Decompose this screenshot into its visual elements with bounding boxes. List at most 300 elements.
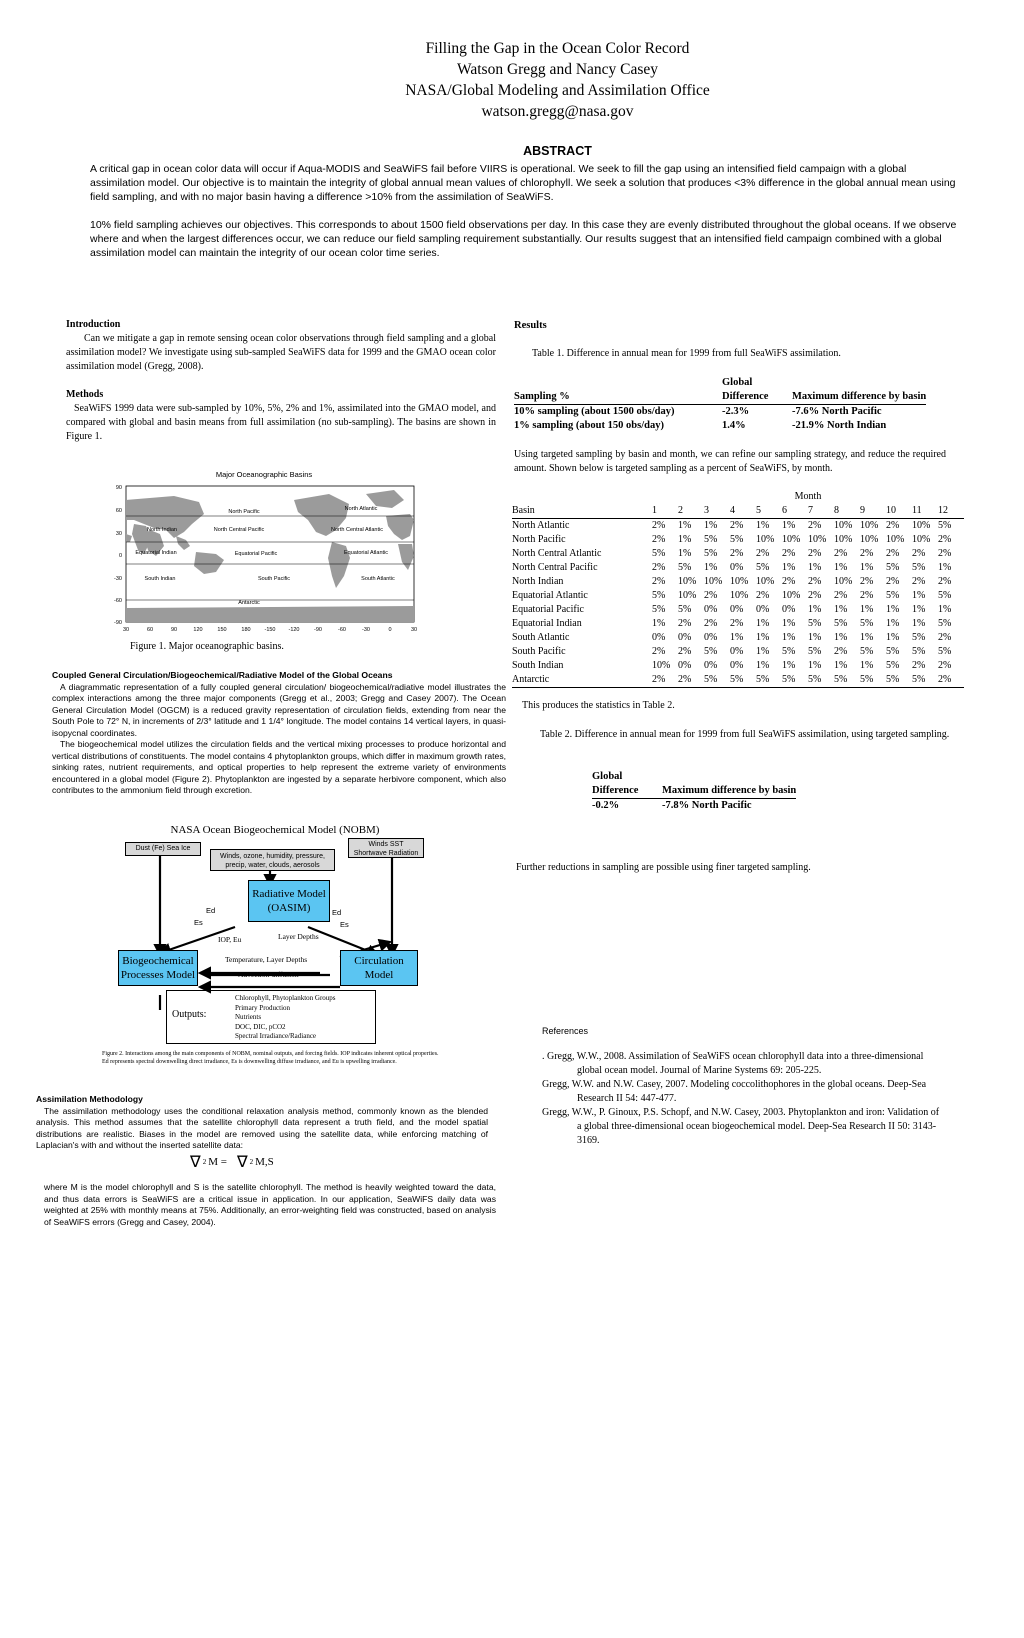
table-cell: 10% <box>912 520 931 531</box>
basin-name: Equatorial Indian <box>512 618 582 629</box>
eq-right: M,S <box>255 1156 274 1168</box>
table-cell: 1% <box>886 618 900 629</box>
results-heading: Results <box>514 320 547 331</box>
x-tick: -150 <box>264 627 276 633</box>
table-cell: 1% <box>938 604 952 615</box>
basin-name: North Indian <box>512 576 564 587</box>
table-row <box>512 673 964 688</box>
table-cell: 1% <box>704 562 718 573</box>
table-cell: 1% <box>782 618 796 629</box>
table-cell: 1% <box>912 590 926 601</box>
targeted-sampling-text: Using targeted sampling by basin and month, we can refine our sampling strategy, and reduce the required amount. Shown below is targeted sampling as a percent of SeaWiFS, by month. <box>514 449 946 474</box>
table-cell: 2% <box>730 548 744 559</box>
reference-item: Gregg, W.W., P. Ginoux, P.S. Schopf, and N.W. Casey, 2003. Phytoplankton and iron: Validation of a global three-dimensional ocean biogeochemical model. Deep-Sea Research II 50: 3143-3169. <box>542 1107 940 1146</box>
table-row <box>512 603 964 617</box>
table-cell: 2% <box>938 576 952 587</box>
month-header: 2 <box>678 504 704 519</box>
stats-text: This produces the statistics in Table 2. <box>522 700 675 711</box>
table-row <box>512 533 964 547</box>
label-south-pacific: South Pacific <box>257 576 291 582</box>
label-north-pacific: North Pacific <box>228 509 260 515</box>
abstract-paragraph-1: A critical gap in ocean color data will occur if Aqua-MODIS and SeaWiFS fail before VIIRS is operational. We seek to fill the gap using an intensified field campaign with a global assimilation model. Our objective is to maintain the integrity of global annual mean values of chlorophyll. We seek a solution that produces <3% difference in the global annual mean using field sampling, and with no major basin having a difference >10% from the assimilation of SeaWiFS. <box>90 163 956 203</box>
table-cell: 1% <box>834 604 848 615</box>
table-cell: -7.6% North Pacific <box>792 406 882 417</box>
y-tick: 30 <box>115 531 122 537</box>
table-cell: 1.4% <box>722 420 746 431</box>
map-x-ticks <box>123 627 417 633</box>
shortwave-label: Shortwave Radiation <box>353 850 419 857</box>
table-cell: 2% <box>808 548 822 559</box>
basin-name: North Atlantic <box>512 520 570 531</box>
winds-sst-label: Winds SST <box>368 841 404 848</box>
table-cell: 1% <box>860 632 874 643</box>
table-cell: 5% <box>912 673 938 688</box>
table-cell: 2% <box>912 660 926 671</box>
table-3-targeted-sampling <box>512 490 964 688</box>
laplacian-equation: ∇ 2 M = ∇ 2 M,S <box>190 1154 274 1171</box>
table-cell: 1% <box>912 604 926 615</box>
x-tick: 60 <box>146 627 154 633</box>
x-tick: -30 <box>362 627 370 633</box>
table-2-caption: Table 2. Difference in annual mean for 1999 from full SeaWiFS assimilation, using targeted sampling. <box>540 729 950 740</box>
table-cell: 1% <box>782 632 796 643</box>
poster-title: Filling the Gap in the Ocean Color Record <box>425 40 690 57</box>
further-text: Further reductions in sampling are possible using finer targeted sampling. <box>516 862 811 873</box>
table-cell: 0% <box>678 632 692 643</box>
table-cell: 1% <box>678 548 692 559</box>
x-tick: -90 <box>314 627 322 633</box>
table-cell: 2% <box>704 618 718 629</box>
table-cell: 0% <box>704 604 718 615</box>
month-header: 1 <box>652 504 678 519</box>
table-cell: 1% <box>730 632 744 643</box>
label-equatorial-atlantic: Equatorial Atlantic <box>343 550 389 556</box>
table-1-header-global: Global Difference <box>722 376 792 405</box>
table-cell: 2% <box>938 548 952 559</box>
table-cell: 5% <box>808 618 822 629</box>
month-header: 3 <box>704 504 730 519</box>
table-1-header-sampling: Sampling % <box>514 376 722 405</box>
forcing-box: Winds, ozone, humidity, pressure, precip, water, clouds, aerosols <box>210 849 335 871</box>
table-2-header-global: Global Difference <box>592 770 662 799</box>
table-cell: 2% <box>678 673 704 688</box>
reference-item: . Gregg, W.W., 2008. Assimilation of SeaWiFS ocean chlorophyll data into a three-dimensional global ocean model. Journal of Marine Systems 69: 205-225. <box>542 1051 924 1076</box>
output-item: DOC, DIC, pCO2 <box>235 1022 286 1031</box>
table-row <box>512 519 964 534</box>
table-cell: 1% <box>860 660 874 671</box>
table-cell: 2% <box>652 562 666 573</box>
map-title: Major Oceanographic Basins <box>215 470 313 479</box>
x-tick: 0 <box>388 627 392 633</box>
table-cell: 2% <box>860 576 874 587</box>
intro-heading: Introduction <box>66 319 121 330</box>
table-cell: 5% <box>808 646 822 657</box>
table-cell: 1% <box>808 604 822 615</box>
table-cell: 0% <box>678 660 692 671</box>
label-south-atlantic: South Atlantic <box>361 576 395 582</box>
coupled-paragraph-1: A diagrammatic representation of a fully coupled general circulation/ biogeochemical/radiative model illustrates the complex interactions among the three major components (Gregg et al., 2003; Gregg and Casey 2007). The Ocean General Circulation Model (OGCM) is a reduced gravity representation of circulation fields, extending from near the South Pole to 72° N, in increments of 2/3° latitude and 1 1/4° longitude. The model contains 14 vertical layers, in quasi-isopycnal coordinates. <box>52 681 506 738</box>
table-cell: 10% sampling (about 1500 obs/day) <box>514 406 675 417</box>
table-cell: 2% <box>730 618 744 629</box>
table-cell: 10% <box>756 576 775 587</box>
basin-name: North Pacific <box>512 534 566 545</box>
table-cell: 2% <box>912 576 926 587</box>
table-cell: 5% <box>886 660 900 671</box>
basin-name: South Atlantic <box>512 632 570 643</box>
table-cell: 5% <box>756 562 770 573</box>
table-cell: 5% <box>704 548 718 559</box>
table-cell: 5% <box>834 673 860 688</box>
table-cell: 5% <box>912 632 926 643</box>
table-cell: 0% <box>730 660 744 671</box>
table-cell: 10% <box>704 576 723 587</box>
table-cell: 2% <box>652 534 666 545</box>
table-row <box>512 631 964 645</box>
table-cell: 2% <box>938 673 964 688</box>
basin-name: South Pacific <box>512 646 566 657</box>
label-equatorial-pacific: Equatorial Pacific <box>234 551 278 557</box>
table-cell: 1% <box>886 632 900 643</box>
label-antarctic: Antarctic <box>238 600 260 606</box>
coupled-paragraph-2: The biogeochemical model utilizes the circulation fields and the vertical mixing processes to produce horizontal and vertical distributions of constituents. The model contains 4 phytoplankton groups, which differ in maximum growth rates, sinking rates, nutrient requirements, and optical properties to help represent the extreme variety of environments encountered in a global model (Figure 2). Phytoplankton are ingested by a separate herbivore component, which also contributes to the ammonium field through excretion. <box>52 739 506 795</box>
table-cell: 10% <box>678 590 697 601</box>
table-cell: 1% <box>652 618 666 629</box>
table-cell: -0.2% <box>592 800 620 811</box>
table-cell: 2% <box>652 520 666 531</box>
month-header: 7 <box>808 504 834 519</box>
table-cell: 2% <box>938 534 952 545</box>
table-row <box>514 419 926 433</box>
table-cell: 0% <box>782 604 796 615</box>
basin-label: Basin <box>512 504 652 519</box>
methods-section <box>66 388 496 444</box>
table-cell: 2% <box>912 548 926 559</box>
table-cell: 1% sampling (about 150 obs/day) <box>514 420 664 431</box>
table-cell: -7.8% North Pacific <box>662 800 752 811</box>
table-cell: 1% <box>834 632 848 643</box>
table-cell: 2% <box>860 548 874 559</box>
table-2 <box>592 770 796 813</box>
month-header: 12 <box>938 504 964 519</box>
table-cell: 2% <box>834 646 848 657</box>
assimilation-heading: Assimilation Methodology <box>36 1094 143 1104</box>
poster-affiliation: NASA/Global Modeling and Assimilation Office <box>405 82 710 99</box>
month-header: 6 <box>782 504 808 519</box>
table-cell: 10% <box>782 590 801 601</box>
advection-label: Advection-diffusion <box>238 970 299 979</box>
table-cell: 5% <box>938 590 952 601</box>
x-tick: 180 <box>241 627 251 633</box>
dust-seaice-box: Dust (Fe) Sea Ice <box>125 842 201 856</box>
table-row <box>512 589 964 603</box>
table-cell: 2% <box>886 576 900 587</box>
table-cell: 2% <box>834 590 848 601</box>
table-1-header-max: Maximum difference by basin <box>792 376 926 405</box>
table-cell: 5% <box>860 646 874 657</box>
table-cell: 5% <box>730 534 744 545</box>
table-cell: 1% <box>678 520 692 531</box>
winds-sst-box <box>348 838 424 858</box>
figure-2-caption: Figure 2. Interactions among the main components of NOBM, nominal outputs, and forcing fields. IOP indicates inherent optical properties. Ed represents spectral downwelling direct irradiance, Es is downwelling diffuse irradiance, and Eu is upwelling irradiance. <box>102 1051 439 1065</box>
intro-section <box>66 318 496 374</box>
abstract-heading: ABSTRACT <box>523 144 592 158</box>
output-item: Spectral Irradiance/Radiance <box>235 1032 317 1040</box>
x-tick: -120 <box>288 627 300 633</box>
month-header: 10 <box>886 504 912 519</box>
table-cell: 10% <box>860 534 879 545</box>
table-cell: 2% <box>678 646 692 657</box>
table-cell: 0% <box>730 562 744 573</box>
table-cell: 1% <box>704 520 718 531</box>
table-row <box>512 547 964 561</box>
table-cell: 5% <box>938 646 952 657</box>
poster-email: watson.gregg@nasa.gov <box>481 103 634 120</box>
x-tick: 120 <box>193 627 203 633</box>
table-cell: 2% <box>782 576 796 587</box>
table-cell: 2% <box>808 520 822 531</box>
table-cell: 2% <box>886 548 900 559</box>
y-tick: -90 <box>114 620 122 626</box>
output-item: Nutrients <box>235 1013 262 1021</box>
table-cell: 10% <box>834 576 853 587</box>
table-1 <box>514 376 926 433</box>
table-cell: 0% <box>704 632 718 643</box>
coupled-section <box>52 670 506 797</box>
table-cell: 1% <box>782 562 796 573</box>
biogeochemical-model-box: Biogeochemical Processes Model <box>118 950 198 986</box>
abstract-paragraph-2: 10% field sampling achieves our objectives. This corresponds to about 1500 field observations per day. In this case they are evenly distributed throughout the global oceans. If we observe where and when the largest differences occur, we can reduce our field sampling requirement substantially. Our results suggest that an intensified field campaign combined with a global assimilation model can maintain the integrity of our ocean color time series. <box>90 219 957 259</box>
table-cell: 1% <box>782 660 796 671</box>
table-cell: 0% <box>730 646 744 657</box>
table-cell: 2% <box>652 673 678 688</box>
table-2-header-max: Maximum difference by basin <box>662 770 796 799</box>
table-cell: 10% <box>652 660 671 671</box>
table-cell: 5% <box>912 646 926 657</box>
table-cell: 2% <box>782 548 796 559</box>
table-cell: 1% <box>756 646 770 657</box>
temperature-label: Temperature, Layer Depths <box>225 955 308 964</box>
methods-heading: Methods <box>66 389 104 400</box>
basin-name: North Central Pacific <box>512 562 598 573</box>
month-header: 9 <box>860 504 886 519</box>
table-cell: 1% <box>860 562 874 573</box>
reference-item: Gregg, W.W. and N.W. Casey, 2007. Modeling coccolithophores in the global oceans. Deep-Sea Research II 54: 447-477. <box>542 1079 927 1104</box>
month-header: 5 <box>756 504 782 519</box>
outputs-box <box>166 990 376 1044</box>
table-cell: 1% <box>912 618 926 629</box>
label-equatorial-indian: Equatorial Indian <box>135 550 177 556</box>
month-header: 4 <box>730 504 756 519</box>
table-cell: 5% <box>886 590 900 601</box>
table-cell: 5% <box>704 646 718 657</box>
table-cell: 1% <box>756 660 770 671</box>
table-cell: 1% <box>678 534 692 545</box>
coupled-heading: Coupled General Circulation/Biogeochemical/Radiative Model of the Global Oceans <box>52 670 393 680</box>
table-cell: 5% <box>860 618 874 629</box>
table-cell: 5% <box>782 646 796 657</box>
table-cell: 0% <box>756 604 770 615</box>
table-cell: 2% <box>834 548 848 559</box>
layer-depths-label: Layer Depths <box>278 932 319 941</box>
table-cell: 2% <box>652 646 666 657</box>
table-cell: 2% <box>756 548 770 559</box>
es-right-label: Es <box>340 920 349 929</box>
circulation-model-box: Circulation Model <box>340 950 418 986</box>
assimilation-paragraph-1: The assimilation methodology uses the conditional relaxation analysis method, commonly known as the blended analysis. This method assumes that the satellite chlorophyll data represent a truth field, and the model spatial distributions are realistic. Biases in the model are removed using the satellite data, while enforcing matching of Laplacian's with and without the inserted satellite data: <box>36 1105 488 1150</box>
output-item: Primary Production <box>235 1003 291 1012</box>
iop-label: IOP, Eu <box>218 935 242 944</box>
basin-name: Equatorial Pacific <box>512 604 584 615</box>
references-list <box>542 1050 940 1148</box>
table-cell: 1% <box>834 562 848 573</box>
y-tick: -60 <box>114 598 122 604</box>
table-cell: 10% <box>756 534 775 545</box>
table-cell: 5% <box>938 618 952 629</box>
table-cell: 5% <box>652 590 666 601</box>
table-row <box>592 799 796 814</box>
x-tick: 30 <box>410 627 418 633</box>
table-row <box>512 617 964 631</box>
table-cell: 5% <box>704 673 730 688</box>
table-row <box>512 575 964 589</box>
table-cell: 1% <box>782 520 796 531</box>
table-cell: 1% <box>808 632 822 643</box>
month-header: 11 <box>912 504 938 519</box>
table-cell: 10% <box>808 534 827 545</box>
figure-2-title: NASA Ocean Biogeochemical Model (NOBM) <box>170 824 380 836</box>
table-cell: 2% <box>730 520 744 531</box>
eq-left: M = <box>208 1156 227 1168</box>
ed-right-label: Ed <box>332 908 342 917</box>
assimilation-paragraph-2: where M is the model chlorophyll and S is the satellite chlorophyll. The method is heavily weighted toward the data, and thus data errors is SeaWiFS are a critical issue in application. In our application, SeaWiFS daily data was weighted at 25% with monthly means at 75%. Additionally, an error-weighting field was constructed, based on analysis of SeaWiFS errors (Gregg and Casey, 2004). <box>44 1182 496 1227</box>
table-cell: 5% <box>652 604 666 615</box>
outputs-label: Outputs: <box>172 1009 207 1020</box>
table-cell: 5% <box>782 673 808 688</box>
table-cell: 0% <box>730 604 744 615</box>
table-row <box>512 561 964 575</box>
table-cell: 1% <box>756 618 770 629</box>
radiative-model-box: Radiative Model (OASIM) <box>248 880 330 922</box>
table-cell: 10% <box>730 590 749 601</box>
table-cell: 5% <box>886 562 900 573</box>
map-y-ticks <box>114 485 122 626</box>
y-tick: 60 <box>115 508 122 514</box>
table-cell: 5% <box>652 548 666 559</box>
basin-name: Equatorial Atlantic <box>512 590 588 601</box>
table-cell: 5% <box>860 673 886 688</box>
table-cell: 10% <box>678 576 697 587</box>
table-cell: 5% <box>678 562 692 573</box>
table-cell: 5% <box>678 604 692 615</box>
table-cell: 2% <box>678 618 692 629</box>
x-tick: 30 <box>122 627 130 633</box>
table-cell: 5% <box>938 520 952 531</box>
es-left-label: Es <box>194 918 203 927</box>
output-item: Chlorophyll, Phytoplankton Groups <box>235 994 336 1002</box>
table-cell: 1% <box>808 562 822 573</box>
outputs-list <box>235 994 336 1042</box>
x-tick: 90 <box>170 627 178 633</box>
table-cell: 5% <box>834 618 848 629</box>
table-cell: 5% <box>808 673 834 688</box>
table-1-caption: Table 1. Difference in annual mean for 1999 from full SeaWiFS assimilation. <box>532 348 841 359</box>
table-cell: 2% <box>704 590 718 601</box>
basin-name: South Indian <box>512 660 564 671</box>
table-cell: 5% <box>756 673 782 688</box>
table-cell: 1% <box>860 604 874 615</box>
methods-text: SeaWiFS 1999 data were sub-sampled by 10%, 5%, 2% and 1%, assimilated into the GMAO model, and compared with global and basin means from full assimilation (no sub-sampling). The basins are shown in Figure 1. <box>66 403 496 442</box>
month-label: Month <box>794 491 822 502</box>
table-cell: 2% <box>756 590 770 601</box>
table-cell: 10% <box>912 534 931 545</box>
ed-left-label: Ed <box>206 906 216 915</box>
table-cell: 2% <box>938 660 952 671</box>
table-cell: 10% <box>886 534 905 545</box>
figure-1-basin-map <box>104 470 424 655</box>
intro-text: Can we mitigate a gap in remote sensing ocean color observations through field sampling and a global assimilation model? We investigate using sub-sampled SeaWiFS data for 1999 and the GMAO ocean color assimilation model (Gregg, 2008). <box>66 333 496 372</box>
table-cell: 10% <box>782 534 801 545</box>
table-cell: 2% <box>938 632 952 643</box>
label-north-atlantic: North Atlantic <box>344 506 378 512</box>
table-cell: 5% <box>886 646 900 657</box>
map-svg <box>104 480 424 650</box>
y-tick: 0 <box>118 553 122 559</box>
table-cell: 5% <box>912 562 926 573</box>
table-cell: -2.3% <box>722 406 750 417</box>
table-cell: 10% <box>730 576 749 587</box>
table-cell: 1% <box>938 562 952 573</box>
table-cell: 1% <box>756 632 770 643</box>
table-cell: 10% <box>834 520 853 531</box>
label-north-central-pacific: North Central Pacific <box>213 527 265 533</box>
table-cell: -21.9% North Indian <box>792 420 887 431</box>
nabla-icon: ∇ <box>236 1154 248 1171</box>
table-cell: 5% <box>886 673 912 688</box>
table-cell: 1% <box>834 660 848 671</box>
table-cell: 1% <box>886 604 900 615</box>
table-row <box>512 645 964 659</box>
table-cell: 0% <box>652 632 666 643</box>
basin-name: Antarctic <box>512 673 652 688</box>
table-cell: 1% <box>808 660 822 671</box>
nabla-icon: ∇ <box>190 1154 201 1171</box>
y-tick: -30 <box>114 576 122 582</box>
table-cell: 10% <box>860 520 879 531</box>
table-cell: 10% <box>834 534 853 545</box>
table-cell: 2% <box>652 576 666 587</box>
month-header: 8 <box>834 504 860 519</box>
table-cell: 0% <box>704 660 718 671</box>
basin-name: North Central Atlantic <box>512 548 602 559</box>
references-heading: References <box>542 1026 589 1036</box>
table-cell: 2% <box>808 576 822 587</box>
x-tick: -60 <box>338 627 346 633</box>
table-cell: 1% <box>756 520 770 531</box>
figure-1-caption: Figure 1. Major oceanographic basins. <box>130 641 284 652</box>
table-cell: 2% <box>886 520 900 531</box>
poster-header <box>0 38 1024 122</box>
poster-authors: Watson Gregg and Nancy Casey <box>456 61 659 78</box>
table-cell: 2% <box>808 590 822 601</box>
table-cell: 2% <box>860 590 874 601</box>
label-south-indian: South Indian <box>144 576 176 582</box>
x-tick: 150 <box>217 627 227 633</box>
table-row <box>512 659 964 673</box>
table-row <box>514 405 926 420</box>
label-north-central-atlantic: North Central Atlantic <box>331 527 383 533</box>
table-cell: 5% <box>704 534 718 545</box>
label-north-indian: North Indian <box>147 527 177 533</box>
